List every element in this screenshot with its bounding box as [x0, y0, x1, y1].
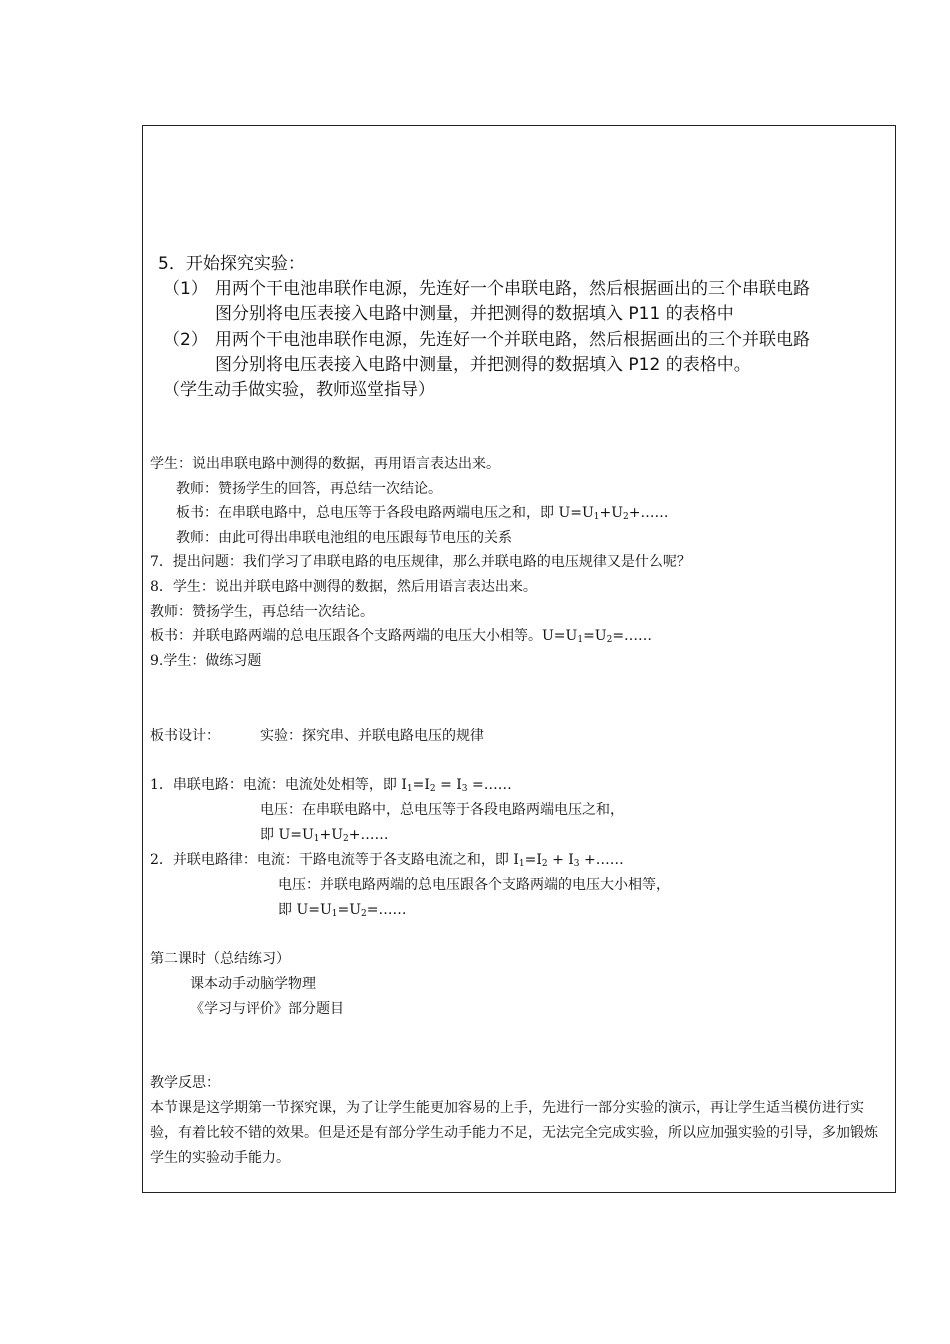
process-line-8: 板书：并联电路两端的总电压跟各个支路两端的电压大小相等。$U=U_1=U_2=\dots\dots$ — [150, 628, 653, 645]
process-line-3: 板书：在串联电路中，总电压等于各段电路两端电压之和，即 $U=U_1+U_2+\dots\dots$ — [176, 505, 669, 522]
reflection-title: 教学反思： — [150, 1075, 220, 1091]
board-title: 实验：探究串、并联电路电压的规律 — [260, 728, 484, 744]
process-line-4: 教师：由此可得出串联电池组的电压跟每节电压的关系 — [176, 530, 512, 546]
board-parallel-current: 2．并联电路律：电流：干路电流等于各支路电流之和，即 $I_1=I_2 + I_3$ +…… — [150, 852, 624, 869]
process-line-7: 教师：赞扬学生，再总结一次结论。 — [150, 604, 374, 620]
board-series-current: 1．串联电路：电流：电流处处相等，即 $I_1=I_2 = I_3$ =…… — [150, 777, 512, 794]
board-label: 板书设计： — [150, 728, 220, 744]
experiment-note: （学生动手做实验，教师巡堂指导） — [163, 380, 435, 400]
experiment-item2-line1: 用两个干电池串联作电源，先连好一个并联电路，然后根据画出的三个并联电路 — [215, 330, 810, 350]
board-parallel-equation: 即 $U=U_1=U_2=\dots\dots$ — [278, 902, 407, 919]
process-line-2: 教师：赞扬学生的回答，再总结一次结论。 — [176, 481, 442, 497]
experiment-item2-number: （2） — [163, 330, 208, 350]
second-lesson-line-1: 课本动手动脑学物理 — [190, 976, 316, 992]
experiment-item2-line2: 图分别将电压表接入电路中测量，并把测得的数据填入 P12 的表格中。 — [215, 355, 751, 375]
process-line-5: 7．提出问题：我们学习了串联电路的电压规律，那么并联电路的电压规律又是什么呢？ — [150, 554, 691, 570]
process-line-9: 9.学生：做练习题 — [150, 653, 262, 669]
second-lesson-line-2: 《学习与评价》部分题目 — [190, 1001, 344, 1017]
reflection-body: 本节课是这学期第一节探究课，为了让学生能更加容易的上手，先进行一部分实验的演示，再让学生适当模仿进行实验，有着比较不错的效果。但是还是有部分学生动手能力不足，无法完全完成实验，所以应加强实验的引导，多加锻炼学生的实验动手能力。 — [150, 1100, 878, 1166]
second-lesson-title: 第二课时（总结练习） — [150, 951, 290, 967]
experiment-heading: 5．开始探究实验： — [158, 254, 305, 274]
experiment-item1-number: （1） — [163, 279, 208, 299]
process-line-1: 学生：说出串联电路中测得的数据，再用语言表达出来。 — [150, 456, 500, 472]
experiment-item1-line2: 图分别将电压表接入电路中测量，并把测得的数据填入 P11 的表格中 — [215, 304, 734, 324]
board-parallel-voltage: 电压：并联电路两端的总电压跟各个支路两端的电压大小相等， — [278, 877, 670, 893]
board-series-equation: 即 $U=U_1+U_2+\dots\dots$ — [260, 827, 389, 844]
board-series-voltage: 电压：在串联电路中，总电压等于各段电路两端电压之和， — [260, 802, 624, 818]
experiment-item1-line1: 用两个干电池串联作电源，先连好一个串联电路，然后根据画出的三个串联电路 — [215, 279, 810, 299]
process-line-6: 8．学生：说出并联电路中测得的数据，然后用语言表达出来。 — [150, 579, 537, 595]
